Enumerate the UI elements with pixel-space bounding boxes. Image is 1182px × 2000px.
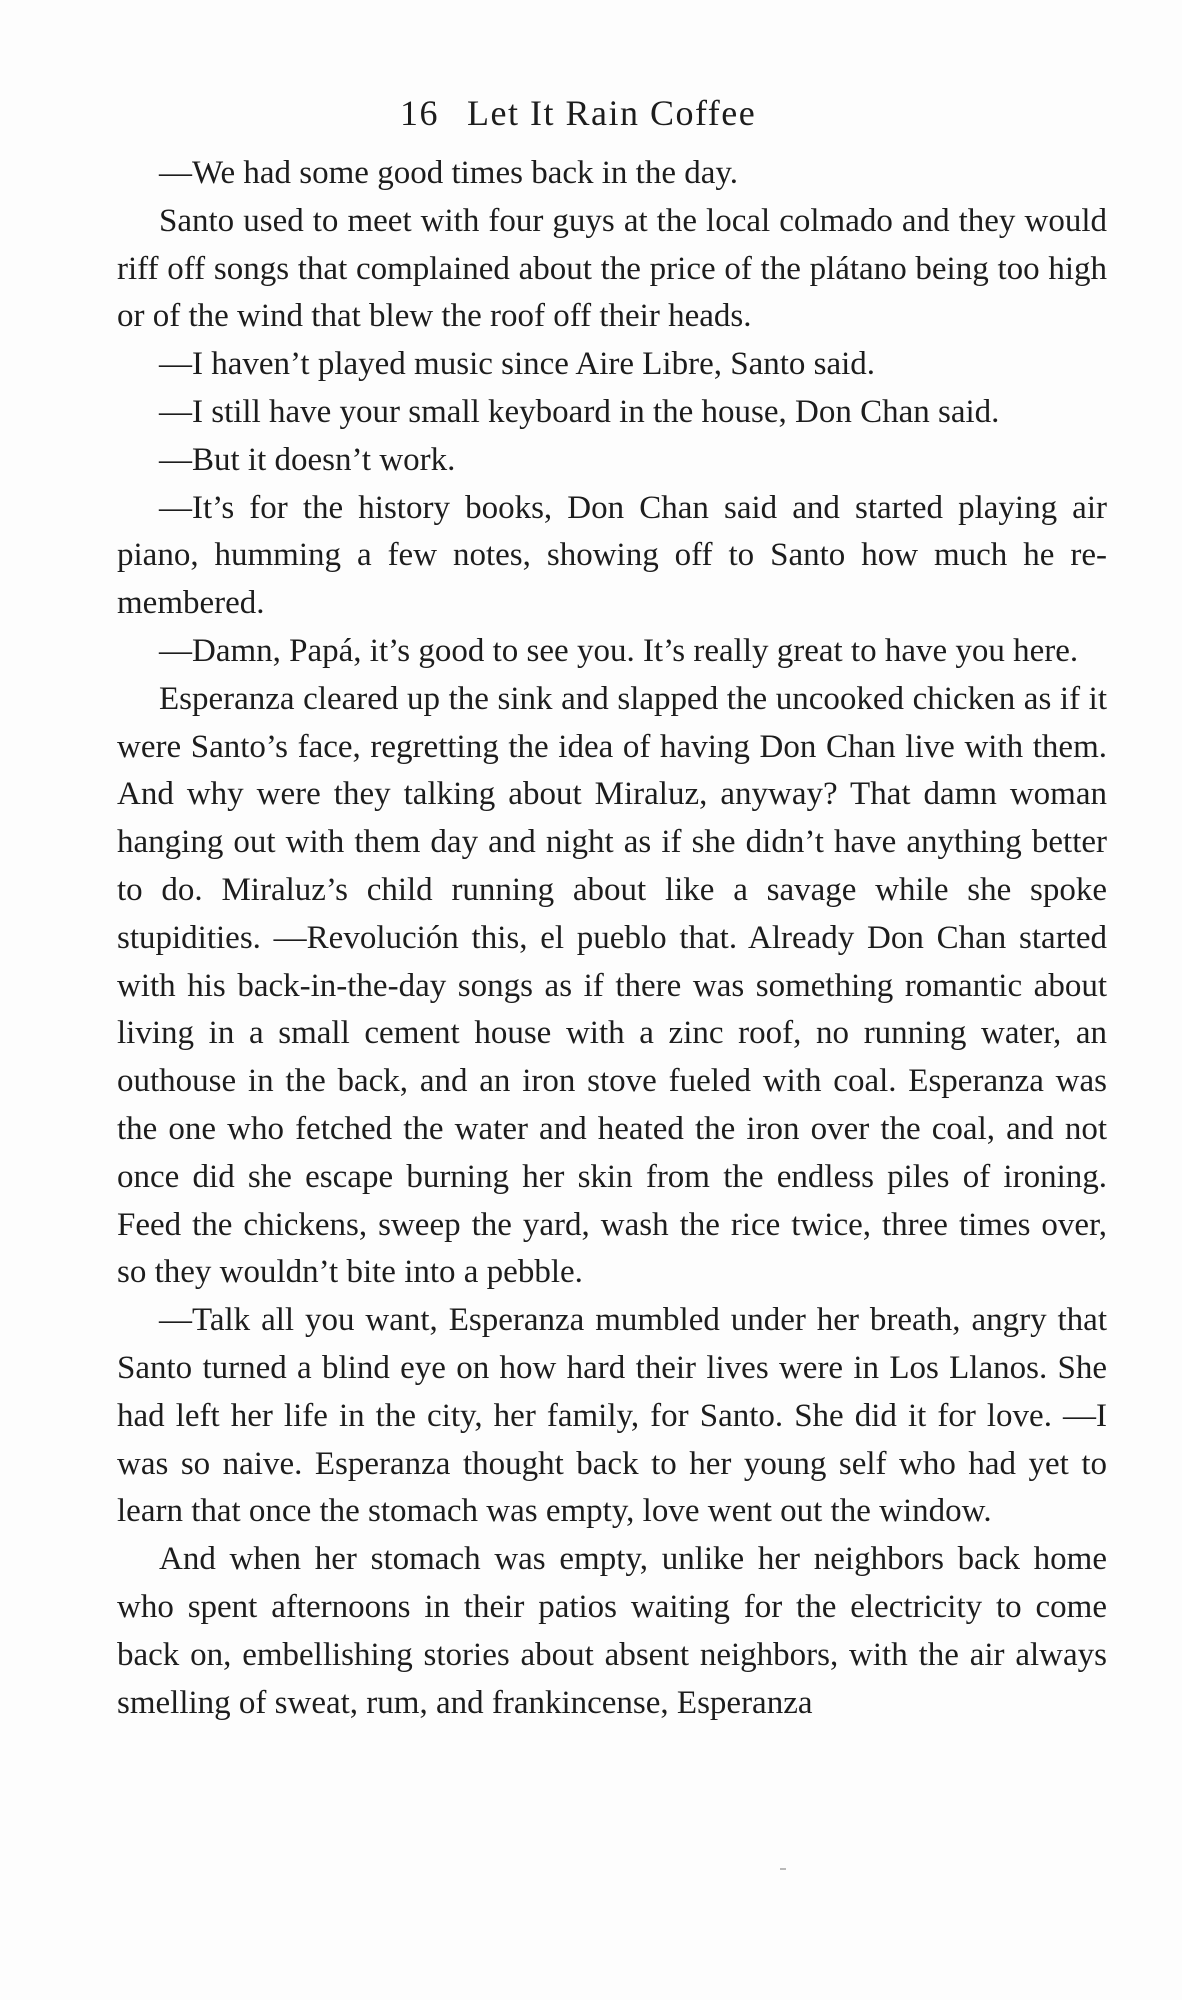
paragraph-doesnt-work: —But it doesn’t work. (159, 441, 456, 478)
page-number: 16 (400, 93, 439, 133)
paragraph-good-to-see-you: —Damn, Papá, it’s good to see you. It’s really great to have you here. (159, 632, 1079, 669)
running-head (400, 92, 756, 134)
paragraph-talk-all-you-want: —Talk all you want, Esperanza mumbled under her breath, angry that Santo turned a blind eye on how hard their lives were in Los Llanos. She had left her life in the city, her family, for Santo. She did it for love. —I was so naive. Esperanza thought back to her young self who had yet to learn that once the stomach was empty, love went out the window. (117, 1302, 1107, 1530)
paragraph-aire-libre: —I haven’t played music since Aire Libre, Santo said. (159, 346, 876, 383)
body-text (117, 150, 1107, 1727)
paragraph-colmado: Santo used to meet with four guys at the local colmado and they would riff off songs that complained about the price of the plátano being too high or of the wind that blew the roof off their heads. (117, 202, 1107, 335)
book-title: Let It Rain Coffee (467, 93, 757, 133)
paragraph-esperanza-sink: Esperanza cleared up the sink and slapped the uncooked chicken as if it were Santo’s face, regretting the idea of having Don Chan live with them. And why were they talking about Miraluz, anyway? That damn woman hanging out with them day and night as if she didn’t have anything better to do. Miraluz’s child running about like a savage while she spoke stupidities. —Revolución this, el pueblo that. Already Don Chan started with his back-in-the-day songs as if there was something romantic about living in a small cement house with a zinc roof, no running water, an outhouse in the back, and an iron stove fueled with coal. Esperanza was the one who fetched the water and heated the iron over the coal, and not once did she escape burning her skin from the endless piles of ironing. Feed the chickens, sweep the yard, wash the rice twice, three times over, so they wouldn’t bite into a pebble. (117, 680, 1107, 1291)
paragraph-stomach-empty: And when her stomach was empty, unlike her neighbors back home who spent afternoons in their patios waiting for the electricity to come back on, embellishing stories about absent neighbors, with the air always smelling of sweat, rum, and frankincense, Esperanza (117, 1541, 1107, 1721)
paragraph-keyboard: —I still have your small keyboard in the house, Don Chan said. (159, 393, 1000, 430)
paragraph-good-times: —We had some good times back in the day. (159, 155, 738, 191)
paragraph-history-books: —It’s for the history books, Don Chan said and started playing air piano, humming a few notes, showing off to Santo how much he remembered. (117, 489, 1107, 622)
page-speck (780, 1868, 786, 1870)
